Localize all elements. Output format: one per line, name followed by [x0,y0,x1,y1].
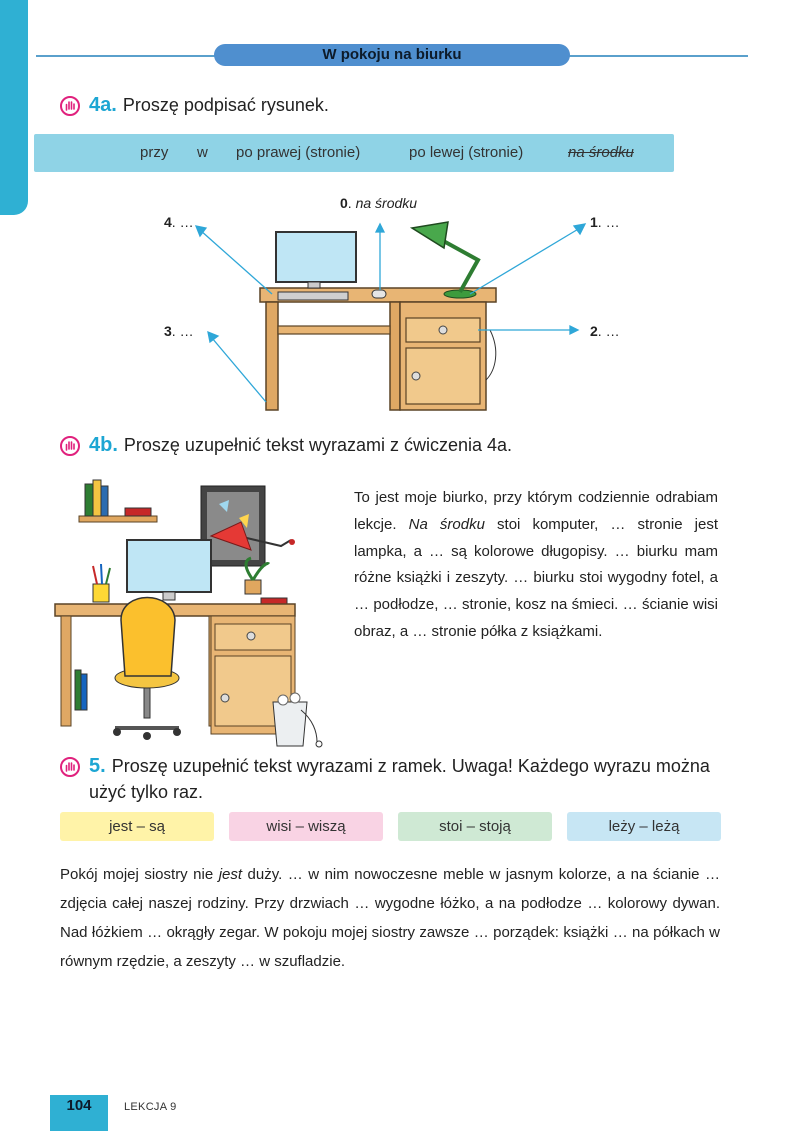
hand-icon [60,757,80,777]
label-2: 2. … [590,323,620,339]
task-instruction: Proszę uzupełnić tekst wyrazami z ćwiczenia 4a. [123,435,513,455]
text-part: duży. … w nim nowoczesne meble w jasnym kolorze, a na ścianie … zdjęcia całej naszej rodziny. Przy drzwiach … wygodne łóżko, a na podłodze … kolorowy dywan. Nad łóżkiem … okrągły zegar. W pokoju mojej siostry zawsze … porządek: książki … na półkach w równym rzędzie, a zeszyty … w szufladzie. [60,866,720,970]
exercise-4b-text [354,485,718,646]
label-text: … [179,214,194,230]
word-band [34,134,674,172]
label-1: 1. … [590,214,620,230]
page-number: 104 [66,1097,92,1114]
label-number: 2 [590,323,598,339]
chip-stoi: stoi – stoją [398,812,552,841]
task-instruction: Proszę uzupełnić tekst wyrazami z ramek. Uwaga! Każdego wyrazu można użyć tylko raz. [89,756,710,802]
chip-jest: jest – są [60,812,214,841]
task-4b [60,432,512,458]
label-number: 3 [164,323,172,339]
task-number: 5. [89,755,106,777]
label-text: … [179,323,194,339]
text-part: Pokój mojej siostry nie [60,866,219,883]
task-number: 4a. [89,94,117,116]
lesson-label: LEKCJA 9 [124,1101,177,1113]
label-text: na środku [355,195,418,211]
text-example: Na środku [408,515,485,533]
label-0: 0. na środku [340,195,418,211]
chip-lezy: leży – leżą [567,812,721,841]
desk-illustration [160,190,640,420]
hand-icon [60,96,80,116]
task-number: 4b. [89,434,118,456]
label-text: … [605,323,620,339]
label-text: … [605,214,620,230]
label-number: 0 [340,195,348,211]
word-przy: przy [140,144,169,161]
text-part: To jest moje biurko, przy którym codziennie odrabiam lekcje. [354,489,718,533]
task-5 [60,753,740,805]
word-po-lewej: po lewej (stronie) [409,144,524,161]
label-3: 3. … [164,323,194,339]
label-number: 4 [164,214,172,230]
side-tab [0,0,28,215]
exercise-5-text [60,860,720,976]
word-po-prawej: po prawej (stronie) [236,144,361,161]
text-part: stoi komputer, … stronie jest lampka, a … są kolorowe długopisy. … biurku mam różne książki i zeszyty. … biurku stoi wygodny fotel, a … podłodze, … stronie, kosz na śmieci. … ścianie wisi obraz, a … stronie półka z książkami. [354,515,718,640]
label-4: 4. … [164,214,194,230]
task-4a [60,92,329,118]
label-number: 1 [590,214,598,230]
word-w: w [197,144,208,161]
text-example: jest [218,866,243,883]
section-title: W pokoju na biurku [214,44,570,66]
word-na-srodku: na środku [568,144,634,161]
task-instruction: Proszę podpisać rysunek. [122,95,329,115]
chip-wisi: wisi – wiszą [229,812,383,841]
hand-icon [60,436,80,456]
room-illustration [55,470,335,755]
